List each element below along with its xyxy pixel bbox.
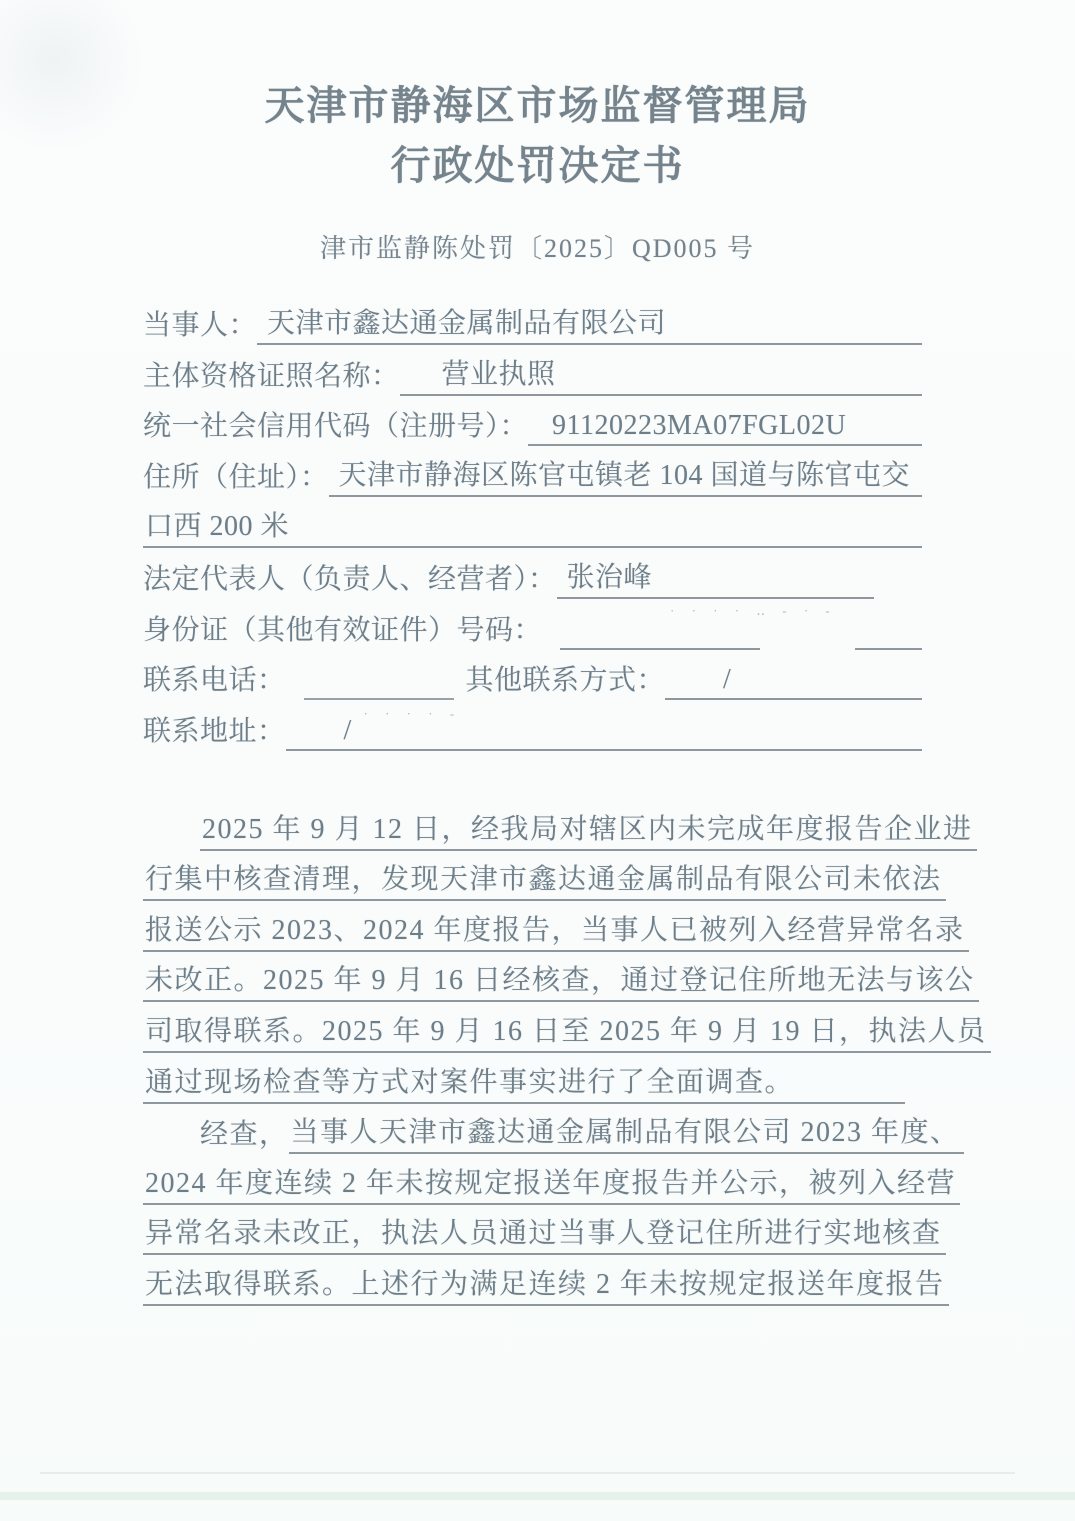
field-label-credit-code: 统一社会信用代码（注册号）： [143,411,529,443]
field-value-party: 天津市鑫达通金属制品有限公司 [257,301,922,345]
field-value-id-number-blank [560,597,837,650]
document-header [0,76,1075,196]
field-value-legal-rep: 张治峰 [557,555,874,599]
field-row-legal-rep [143,548,922,599]
paragraph1-line4 [143,952,975,1003]
document-title-line1: 天津市静海区市场监督管理局 [264,83,811,128]
field-row-address-line1 [143,446,922,497]
field-value-license-name: 营业执照 [400,352,922,396]
field-label-legal-rep: 法定代表人（负责人、经营者）： [143,563,557,595]
paragraph-text: 2024 年度连续 2 年未按规定报送年度报告并公示，被列入经营 [143,1161,960,1205]
paragraph1-line6 [143,1053,930,1104]
field-label-id-number: 身份证（其他有效证件）号码： [143,614,543,646]
paragraph1-line5 [143,1002,987,1053]
field-row-party [143,294,922,345]
paragraph2-line2 [143,1154,957,1205]
field-row-phone [143,650,922,722]
field-row-address-line2 [143,497,922,548]
paragraph-text: 2025 年 9 月 12 日，经我局对辖区内未完成年度报告企业进 [200,807,977,851]
paragraph-text: 报送公示 2023、2024 年度报告，当事人已被列入经营异常名录 [143,908,969,952]
field-row-contact-address [143,700,922,751]
field-value-credit-code: 91120223MA07FGL02U [528,410,922,446]
paragraph-text: 异常名录未改正，执法人员通过当事人登记住所进行实地核查 [143,1211,946,1255]
paragraph-text: 当事人天津市鑫达通金属制品有限公司 2023 年度、 [289,1110,964,1154]
paragraph2-line4 [143,1255,945,1306]
paragraph-text: 无法取得联系。上述行为满足连续 2 年未按规定报送年度报告 [143,1262,949,1306]
field-row-id-number [143,599,922,650]
field-value-contact-address: / [286,715,922,751]
field-row-license-name [143,345,922,396]
paragraph-text: 司取得联系。2025 年 9 月 16 日至 2025 年 9 月 19 日，执法人员 [143,1009,991,1053]
field-label-other-contact: 其他联系方式： [465,665,666,697]
field-label-contact-address: 联系地址： [143,716,286,748]
paragraph-text: 行集中核查清理，发现天津市鑫达通金属制品有限公司未依法 [143,857,946,901]
scan-artifact-gray-line [40,1472,1015,1474]
paragraph2-line3 [143,1205,942,1256]
scan-artifact-green-band [0,1492,1075,1500]
document-title-line2: 行政处罚决定书 [390,143,685,188]
paragraph-text: 通过现场检查等方式对案件事实进行了全面调查。 [143,1060,905,1104]
paragraph2-intro: 经查， [200,1119,289,1151]
field-value-address-line2: 口西 200 米 [143,504,922,548]
field-value-address-line1: 天津市静海区陈官屯镇老 104 国道与陈官屯交 [329,453,922,497]
field-label-license-name: 主体资格证照名称： [143,360,400,392]
paragraph1-line3 [143,901,965,952]
decision-body-text [143,800,987,1306]
field-label-phone: 联系电话： [143,665,286,697]
party-info-section [143,294,922,751]
phone-redaction-marks: · · · · - [363,706,462,722]
paragraph1-line1 [143,800,973,851]
field-label-address: 住所（住址）： [143,462,329,494]
id-redaction-marks: · · · · ‥ - · - [670,602,837,618]
paragraph1-line2 [143,851,942,902]
field-value-other-contact: / [665,664,922,700]
paragraph2-line1 [143,1104,960,1155]
field-row-credit-code [143,396,922,447]
document-number: 津市监静陈处罚〔2025〕QD005 号 [319,234,756,263]
paragraph-text: 未改正。2025 年 9 月 16 日经核查，通过登记住所地无法与该公 [143,958,979,1002]
field-label-party: 当事人： [143,309,258,341]
